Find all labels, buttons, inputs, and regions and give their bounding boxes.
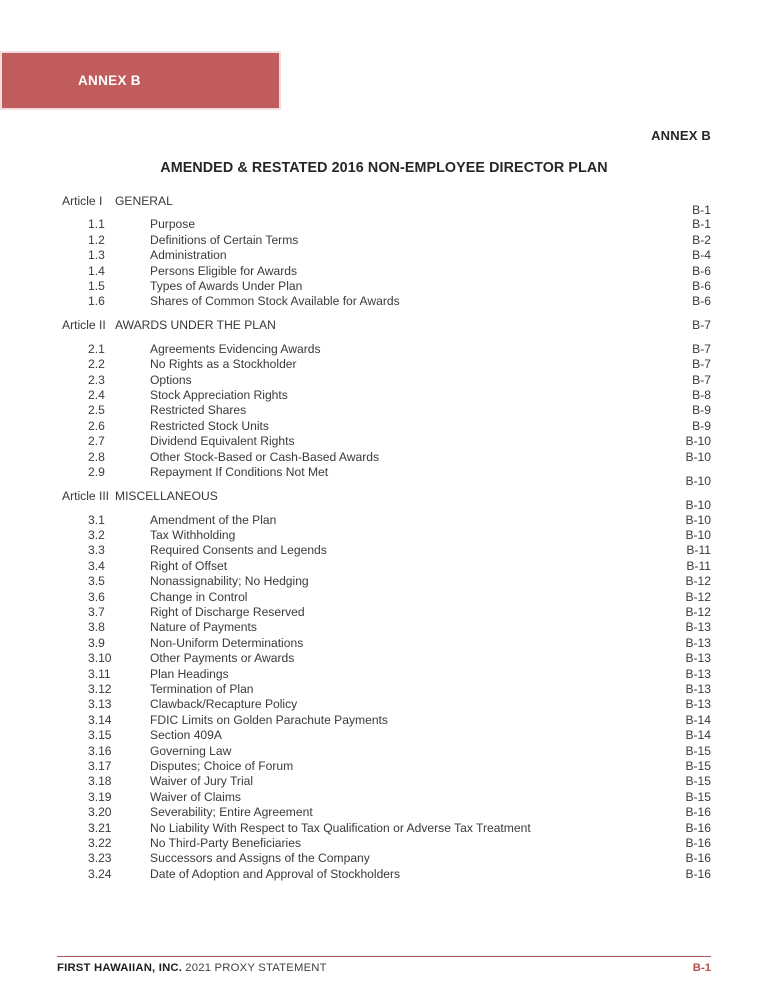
item-title: Tax Withholding	[150, 527, 236, 542]
item-title: Disputes; Choice of Forum	[150, 759, 294, 773]
article-label: Article III	[62, 489, 110, 504]
item-number: 1.3	[88, 248, 105, 263]
item-title: No Rights as a Stockholder	[150, 357, 297, 372]
item-page: B-4	[692, 248, 711, 263]
item-page: B-7	[692, 372, 711, 387]
item-number: 3.5	[88, 574, 105, 589]
item-page: B-6	[692, 263, 711, 278]
toc-section-row	[62, 194, 711, 217]
item-title: Other Stock-Based or Cash-Based Awards	[150, 449, 379, 464]
toc-item-row	[62, 357, 711, 372]
toc-item-row	[62, 403, 711, 418]
item-number: 3.18	[88, 774, 112, 789]
item-page: B-11	[686, 558, 711, 573]
toc-section-row	[62, 489, 711, 513]
item-number: 3.15	[88, 728, 112, 743]
item-title: Stock Appreciation Rights	[150, 388, 288, 403]
item-page: B-15	[685, 774, 711, 789]
table-of-contents	[62, 194, 711, 882]
footer-page-number: B-1	[692, 962, 711, 974]
item-number: 2.4	[88, 388, 105, 403]
item-title: Nonassignability; No Hedging	[150, 574, 309, 589]
item-number: 2.2	[88, 357, 105, 372]
toc-item-row	[62, 867, 711, 882]
item-number: 3.21	[88, 820, 112, 835]
article-title: AWARDS UNDER THE PLAN	[115, 318, 276, 333]
item-page: B-13	[685, 666, 711, 681]
item-number: 3.12	[88, 681, 112, 696]
item-page: B-12	[685, 604, 711, 619]
item-title: Restricted Shares	[150, 403, 247, 418]
item-title: Shares of Common Stock Available for Awards	[150, 294, 400, 309]
item-title: Dividend Equivalent Rights	[150, 434, 295, 449]
item-title: Waiver of Claims	[150, 789, 241, 804]
toc-item-row	[62, 774, 711, 789]
item-number: 1.2	[88, 232, 105, 247]
item-title: Successors and Assigns of the Company	[150, 851, 370, 866]
item-page: B-10	[685, 474, 711, 489]
article-label: Article I	[62, 194, 103, 208]
annex-label: ANNEX B	[651, 128, 711, 143]
footer-left	[57, 962, 327, 974]
annex-banner-label: ANNEX B	[78, 73, 141, 88]
toc-item-row	[62, 434, 711, 449]
item-page: B-6	[692, 294, 711, 309]
item-page: B-10	[685, 527, 711, 542]
item-page: B-13	[685, 651, 711, 666]
item-page: B-10	[685, 449, 711, 464]
item-title: Types of Awards Under Plan	[150, 279, 303, 294]
item-number: 3.13	[88, 697, 112, 712]
item-number: 2.5	[88, 403, 105, 418]
item-title: FDIC Limits on Golden Parachute Payments	[150, 712, 388, 727]
item-number: 3.2	[88, 527, 105, 542]
item-page: B-13	[685, 681, 711, 696]
article-title: GENERAL	[115, 194, 173, 208]
article-title: MISCELLANEOUS	[115, 489, 218, 504]
footer-doc-title: 2021 PROXY STATEMENT	[185, 962, 327, 974]
item-number: 3.8	[88, 620, 105, 635]
item-number: 1.1	[88, 217, 105, 232]
item-page: B-1	[692, 217, 711, 232]
item-page: B-14	[685, 712, 711, 727]
toc-item-row	[62, 574, 711, 589]
toc-item-row	[62, 279, 711, 294]
item-number: 3.7	[88, 604, 105, 619]
item-title: Purpose	[150, 217, 196, 232]
toc-item-row	[62, 728, 711, 743]
toc-item-row	[62, 636, 711, 651]
item-title: Other Payments or Awards	[150, 651, 295, 666]
article-page: B-1	[692, 203, 711, 217]
item-number: 3.4	[88, 558, 105, 573]
annex-banner	[2, 53, 279, 108]
item-number: 3.6	[88, 589, 105, 604]
item-number: 3.3	[88, 543, 105, 558]
toc-item-row	[62, 851, 711, 866]
item-title: Restricted Stock Units	[150, 418, 269, 433]
item-page: B-12	[685, 589, 711, 604]
item-number: 3.17	[88, 759, 112, 773]
item-number: 3.1	[88, 512, 105, 527]
toc-item-row	[62, 836, 711, 851]
item-page: B-9	[692, 418, 711, 433]
item-page: B-15	[685, 789, 711, 804]
toc-item-row	[62, 805, 711, 820]
toc-section-row	[62, 318, 711, 333]
toc-item-row	[62, 233, 711, 248]
item-title: Required Consents and Legends	[150, 543, 327, 558]
item-number: 3.20	[88, 805, 112, 820]
item-title: Waiver of Jury Trial	[150, 774, 254, 789]
item-page: B-13	[685, 620, 711, 635]
article-page: B-10	[685, 498, 711, 513]
item-number: 2.8	[88, 449, 105, 464]
toc-item-row	[62, 450, 711, 465]
item-page: B-2	[692, 232, 711, 247]
item-page: B-16	[685, 805, 711, 820]
toc-item-row	[62, 682, 711, 697]
toc-item-row	[62, 790, 711, 805]
item-title: Section 409A	[150, 728, 222, 743]
article-label: Article II	[62, 318, 106, 333]
toc-item-row	[62, 294, 711, 309]
item-number: 2.7	[88, 434, 105, 449]
item-page: B-16	[685, 820, 711, 835]
item-title: Repayment If Conditions Not Met	[150, 465, 329, 480]
toc-item-row	[62, 744, 711, 759]
item-page: B-15	[685, 743, 711, 758]
toc-item-row	[62, 465, 711, 489]
item-page: B-10	[685, 512, 711, 527]
item-number: 3.14	[88, 712, 112, 727]
toc-item-row	[62, 667, 711, 682]
footer-company: FIRST HAWAIIAN, INC.	[57, 962, 183, 974]
item-title: Amendment of the Plan	[150, 512, 277, 527]
toc-item-row	[62, 590, 711, 605]
toc-item-row	[62, 513, 711, 528]
item-title: No Liability With Respect to Tax Qualification or Adverse Tax Treatment	[150, 820, 531, 835]
item-title: Definitions of Certain Terms	[150, 232, 299, 247]
toc-item-row	[62, 713, 711, 728]
toc-item-row	[62, 697, 711, 712]
toc-item-row	[62, 373, 711, 388]
item-number: 3.22	[88, 836, 112, 851]
toc-item-row	[62, 264, 711, 279]
article-page: B-7	[692, 318, 711, 333]
item-number: 3.9	[88, 635, 105, 650]
item-page: B-13	[685, 635, 711, 650]
toc-item-row	[62, 217, 711, 232]
toc-item-row	[62, 759, 711, 774]
item-number: 3.16	[88, 743, 112, 758]
item-page: B-15	[685, 759, 711, 773]
item-title: Termination of Plan	[150, 681, 254, 696]
item-number: 3.23	[88, 851, 112, 866]
item-number: 2.3	[88, 372, 105, 387]
toc-item-row	[62, 559, 711, 574]
page-title: AMENDED & RESTATED 2016 NON-EMPLOYEE DIRECTOR PLAN	[160, 160, 608, 176]
item-title: No Third-Party Beneficiaries	[150, 836, 302, 851]
item-page: B-9	[692, 403, 711, 418]
item-number: 1.5	[88, 279, 105, 294]
toc-item-row	[62, 342, 711, 357]
item-page: B-6	[692, 279, 711, 294]
item-number: 1.4	[88, 263, 105, 278]
item-page: B-7	[692, 357, 711, 372]
item-number: 3.11	[88, 666, 111, 681]
toc-item-row	[62, 651, 711, 666]
toc-item-row	[62, 248, 711, 263]
toc-item-row	[62, 821, 711, 836]
item-title: Change in Control	[150, 589, 248, 604]
item-title: Nature of Payments	[150, 620, 257, 635]
item-title: Governing Law	[150, 743, 232, 758]
item-title: Persons Eligible for Awards	[150, 263, 297, 278]
item-page: B-16	[685, 836, 711, 851]
item-page: B-8	[692, 388, 711, 403]
item-number: 3.24	[88, 866, 112, 881]
toc-item-row	[62, 543, 711, 558]
item-page: B-16	[685, 866, 711, 881]
toc-item-row	[62, 419, 711, 434]
item-number: 3.19	[88, 789, 112, 804]
item-page: B-11	[686, 543, 711, 558]
toc-item-row	[62, 605, 711, 620]
item-page: B-7	[692, 341, 711, 356]
toc-item-row	[62, 528, 711, 543]
item-number: 3.10	[88, 651, 112, 666]
item-page: B-14	[685, 728, 711, 743]
item-number: 2.6	[88, 418, 105, 433]
item-page: B-12	[685, 574, 711, 589]
item-title: Severability; Entire Agreement	[150, 805, 313, 820]
item-title: Plan Headings	[150, 666, 229, 681]
item-title: Date of Adoption and Approval of Stockholders	[150, 866, 401, 881]
item-number: 1.6	[88, 294, 105, 309]
toc-item-row	[62, 620, 711, 635]
item-page: B-16	[685, 851, 711, 866]
item-page: B-10	[685, 434, 711, 449]
item-page: B-13	[685, 697, 711, 712]
page-footer	[57, 956, 711, 974]
item-title: Agreements Evidencing Awards	[150, 341, 321, 356]
item-title: Right of Offset	[150, 558, 228, 573]
item-title: Clawback/Recapture Policy	[150, 697, 298, 712]
item-number: 2.1	[88, 341, 105, 356]
item-title: Non-Uniform Determinations	[150, 635, 304, 650]
item-title: Options	[150, 372, 192, 387]
item-number: 2.9	[88, 465, 105, 480]
item-title: Administration	[150, 248, 227, 263]
item-title: Right of Discharge Reserved	[150, 604, 305, 619]
toc-item-row	[62, 388, 711, 403]
